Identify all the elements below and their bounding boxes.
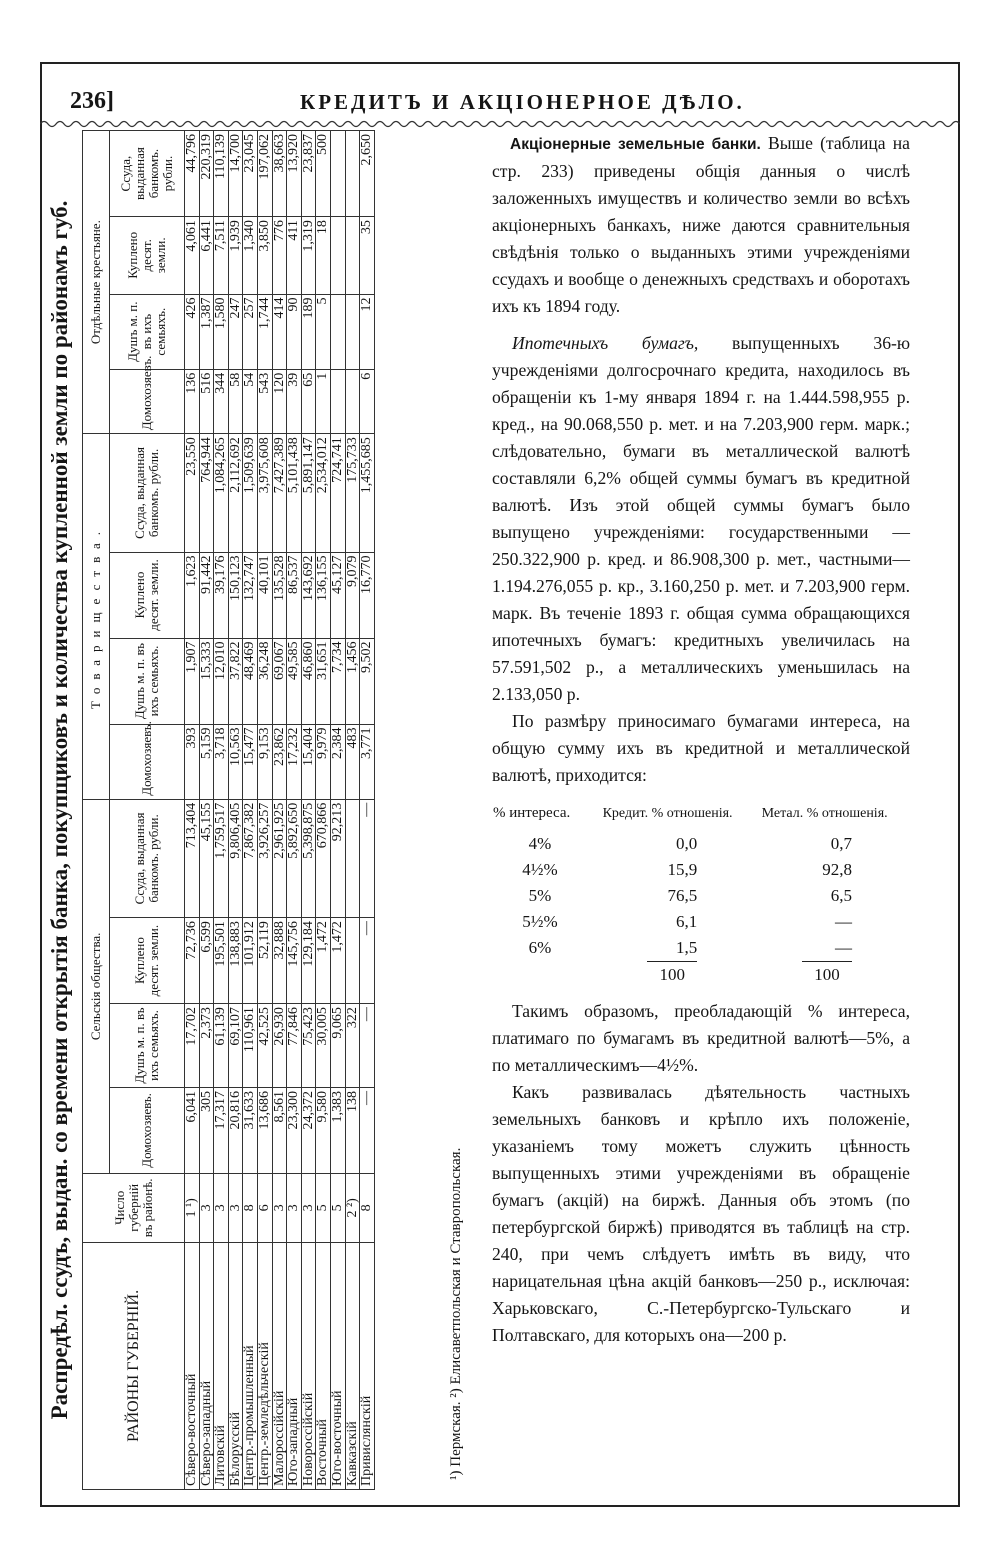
credit-share: 0,0	[676, 834, 698, 853]
interest-row	[492, 935, 902, 961]
table-cell: 20,816	[228, 1087, 243, 1173]
table-cell: 18	[316, 217, 331, 294]
region-name: Юго-западный	[287, 1242, 302, 1489]
credit-share: 15,9	[667, 860, 698, 879]
province-count: 3	[199, 1173, 214, 1242]
table-cell: 305	[199, 1087, 214, 1173]
table-cell: 15,333	[199, 638, 214, 724]
paragraph-mortgage-papers	[492, 330, 910, 708]
table-cell	[345, 131, 360, 217]
table-cell	[345, 369, 360, 434]
credit-share: 6,1	[676, 912, 698, 931]
paragraph-conclusion: Такимъ образомъ, преобладающій % интереса, платимаго по бумагамъ въ кредитной валютѣ—5%, а по металлическимъ—4½%.	[492, 1001, 910, 1075]
table-cell: 16,770	[360, 552, 375, 638]
table-cell: 35	[360, 217, 375, 294]
table-cell: 5,159	[199, 724, 214, 799]
province-count: 3	[287, 1173, 302, 1242]
province-count: 5	[330, 1173, 345, 1242]
table-cell: 17,317	[214, 1087, 229, 1173]
region-name: Юго-восточный	[330, 1242, 345, 1489]
region-header: РАЙОНЫ ГУБЕРНІЙ.	[83, 1242, 185, 1489]
table-cell: 6	[360, 369, 375, 434]
table-cell: 1	[316, 369, 331, 434]
table-cell: 101,912	[243, 918, 258, 1004]
metal-share: —	[835, 938, 852, 957]
table-cell: 6,441	[199, 217, 214, 294]
region-name: Новороссійскій	[301, 1242, 316, 1489]
province-count: 8	[243, 1173, 258, 1242]
table-cell: 9,153	[257, 724, 272, 799]
table-cell: 138	[345, 1087, 360, 1173]
province-count: 2 ²)	[345, 1173, 360, 1242]
table-cell: 247	[228, 294, 243, 369]
page-number: 236]	[70, 88, 114, 114]
table-cell: 129,184	[301, 918, 316, 1004]
table-cell: 195,501	[214, 918, 229, 1004]
table-cell: 52,119	[257, 918, 272, 1004]
table-cell: 61,139	[214, 1004, 229, 1088]
province-count: 6	[257, 1173, 272, 1242]
table-cell: 12	[360, 294, 375, 369]
sub-header: Ссуда, выданная банкомъ. рубли.	[110, 799, 185, 917]
interest-rate: 4½%	[522, 860, 558, 879]
table-row	[272, 131, 287, 1490]
table-cell: 30,005	[316, 1004, 331, 1088]
table-cell: 75,423	[301, 1004, 316, 1088]
sub-header: Душъ м. п. въ ихъ семьяхъ.	[110, 638, 185, 724]
table-cell: 132,747	[243, 552, 258, 638]
table-cell: 13,686	[257, 1087, 272, 1173]
table-row	[301, 131, 316, 1490]
count-header: Число губерній въ районѣ.	[83, 1173, 185, 1242]
page-header	[70, 88, 960, 118]
table-cell: 1,387	[199, 294, 214, 369]
table-cell: 120	[272, 369, 287, 434]
table-cell: 40,101	[257, 552, 272, 638]
group-header-communities: Сельскія общества.	[83, 799, 110, 1173]
table-cell: 5,101,438	[287, 434, 302, 552]
credit-header: Кредит. % отношенія.	[602, 806, 733, 821]
table-cell: 23,045	[243, 131, 258, 217]
credit-share: 76,5	[667, 886, 698, 905]
table-cell: 483	[345, 724, 360, 799]
table-cell: 54	[243, 369, 258, 434]
table-cell: 3,926,257	[257, 799, 272, 917]
paragraph-italic-lead: Ипотечныхъ бумагъ,	[512, 333, 699, 353]
region-name: Привислянскій	[360, 1242, 375, 1489]
table-cell: —	[360, 799, 375, 917]
table-cell: 90	[287, 294, 302, 369]
table-cell: 7,511	[214, 217, 229, 294]
interest-rate: 6%	[528, 938, 552, 957]
table-cell: 411	[287, 217, 302, 294]
table-cell: 58	[228, 369, 243, 434]
rotated-table-content	[40, 130, 488, 1490]
table-cell: 426	[185, 294, 200, 369]
table-cell: 322	[345, 1004, 360, 1088]
table-cell: 1,456	[345, 638, 360, 724]
distribution-table	[82, 130, 375, 1490]
table-cell: 5,398,875	[301, 799, 316, 917]
interest-table	[492, 805, 902, 988]
table-cell: 150,123	[228, 552, 243, 638]
table-cell: 1,744	[257, 294, 272, 369]
paragraph-interest-intro: По размѣру приносимаго бумагами интереса, на общую сумму ихъ въ кредитной и металлической валютѣ, приходится:	[492, 711, 910, 785]
table-cell	[345, 294, 360, 369]
frame-bottom-rule	[40, 1505, 960, 1507]
table-cell	[330, 294, 345, 369]
table-cell: 135,528	[272, 552, 287, 638]
total-value: 100	[802, 961, 852, 988]
table-row	[360, 131, 375, 1490]
sub-header: Домохозяевъ.	[110, 369, 185, 434]
table-cell: 2,373	[199, 1004, 214, 1088]
table-cell	[345, 217, 360, 294]
region-name: Литовскій	[214, 1242, 229, 1489]
table-cell: 9,580	[316, 1087, 331, 1173]
table-cell: 7,867,382	[243, 799, 258, 917]
province-count: 3	[228, 1173, 243, 1242]
table-cell: 24,372	[301, 1087, 316, 1173]
table-cell: 12,010	[214, 638, 229, 724]
table-cell: 9,502	[360, 638, 375, 724]
region-name: Сѣверо-восточный	[185, 1242, 200, 1489]
province-count: 3	[301, 1173, 316, 1242]
table-cell: 143,692	[301, 552, 316, 638]
table-row	[199, 131, 214, 1490]
sub-header: Домохозяевъ.	[110, 724, 185, 799]
table-cell: —	[360, 1087, 375, 1173]
table-cell: 393	[185, 724, 200, 799]
table-cell: 49,585	[287, 638, 302, 724]
table-row	[330, 131, 345, 1490]
table-cell: 3,850	[257, 217, 272, 294]
table-cell: 23,837	[301, 131, 316, 217]
table-cell: 1,319	[301, 217, 316, 294]
table-cell: 175,733	[345, 434, 360, 552]
sub-header: Ссуда, выданная банкомъ. рубли.	[110, 131, 185, 217]
interest-row	[492, 857, 902, 883]
table-cell: 38,663	[272, 131, 287, 217]
table-cell: 189	[301, 294, 316, 369]
table-cell: 7,734	[330, 638, 345, 724]
table-cell: 44,796	[185, 131, 200, 217]
table-cell: 86,537	[287, 552, 302, 638]
table-cell: 136	[185, 369, 200, 434]
table-cell: 9,065	[330, 1004, 345, 1088]
table-cell: 1,580	[214, 294, 229, 369]
interest-rate: 5%	[528, 886, 552, 905]
group-header-individuals: Отдѣльные крестьяне.	[83, 131, 110, 434]
province-count: 8	[360, 1173, 375, 1242]
table-cell: 36,248	[257, 638, 272, 724]
table-cell: 500	[316, 131, 331, 217]
table-cell: 32,888	[272, 918, 287, 1004]
wavy-rule	[40, 118, 960, 130]
table-cell: 9,079	[345, 552, 360, 638]
interest-rate: 4%	[528, 834, 552, 853]
table-cell: 45,127	[330, 552, 345, 638]
table-cell: 1,759,517	[214, 799, 229, 917]
table-cell: 17,702	[185, 1004, 200, 1088]
paragraph-body: выпущенныхъ 36-ю учрежденіями долгосрочнаго кредита, находилось въ обращеніи къ 1-му января 1894 г. на 1.444.598,955 р. кред., на 90.068,550 р. мет. и на 7.203,900 герм. марк.; слѣдовательно, бумаги въ металлической валютѣ составляли 6,2% общей суммы бумагъ въ кредитной валютѣ. Изъ этой общей суммы бумагъ было выпущено учрежденіями: государственными — 250.322,900 р. кред. и 86.908,300 р. мет., частными—1.194.276,055 р. кр., 3.160,250 р. мет. и 7.203,900 герм. марк. Въ теченіе 1893 г. общая сумма обращающихся ипотечныхъ бумагъ: кредитныхъ увеличилась на 57.591,502 р., а металлическихъ уменьшилась на 2.133,050 р.	[492, 333, 910, 704]
table-cell: 31,633	[243, 1087, 258, 1173]
table-cell: 724,741	[330, 434, 345, 552]
group-header-partnerships: Товарищества.	[83, 434, 110, 800]
table-cell: 3,975,608	[257, 434, 272, 552]
table-cell: 1,472	[316, 918, 331, 1004]
text-column	[492, 130, 910, 1349]
total-value: 100	[647, 961, 697, 988]
rotated-table-block	[40, 130, 488, 1490]
paragraph-body: Выше (таблица на стр. 233) приведены общія данныя о числѣ заложенныхъ имуществъ и количество земли во всѣхъ акціонерныхъ банкахъ, ниже даются сравнительныя свѣдѣнія только о выданныхъ этими учрежденіями ссудахъ и вообще о денежныхъ средствахъ и оборотахъ ихъ къ 1894 году.	[492, 133, 910, 316]
table-cell: 145,756	[287, 918, 302, 1004]
table-cell: —	[360, 918, 375, 1004]
metal-share: —	[835, 912, 852, 931]
table-cell: 46,860	[301, 638, 316, 724]
table-cell: 543	[257, 369, 272, 434]
table-cell: 42,525	[257, 1004, 272, 1088]
table-cell: 3,771	[360, 724, 375, 799]
table-cell: 69,107	[228, 1004, 243, 1088]
paragraph-joint-stock-banks	[492, 130, 910, 320]
sub-header: Куплено десят. земли.	[110, 918, 185, 1004]
table-cell: 257	[243, 294, 258, 369]
table-row	[243, 131, 258, 1490]
table-cell: 344	[214, 369, 229, 434]
table-cell: 9,979	[316, 724, 331, 799]
table-cell: 91,442	[199, 552, 214, 638]
table-cell: 26,930	[272, 1004, 287, 1088]
region-name: Восточный	[316, 1242, 331, 1489]
table-cell: 414	[272, 294, 287, 369]
table-cell: 31,651	[316, 638, 331, 724]
table-cell: 1,383	[330, 1087, 345, 1173]
table-cell: 136,155	[316, 552, 331, 638]
table-row	[345, 131, 360, 1490]
table-row	[214, 131, 229, 1490]
table-cell	[330, 369, 345, 434]
table-cell: 2,961,925	[272, 799, 287, 917]
frame-right-rule	[958, 62, 960, 1507]
table-cell: 1,340	[243, 217, 258, 294]
table-cell: 5,891,147	[301, 434, 316, 552]
table-cell: 516	[199, 369, 214, 434]
metal-share: 0,7	[830, 834, 852, 853]
table-cell: 197,062	[257, 131, 272, 217]
interest-total-row	[492, 961, 902, 988]
metal-header: Метал. % отношенія.	[761, 806, 888, 821]
sub-header: Куплено десят. земли.	[110, 217, 185, 294]
region-name: Кавказскій	[345, 1242, 360, 1489]
table-cell: 10,563	[228, 724, 243, 799]
table-cell: 1,939	[228, 217, 243, 294]
metal-share: 6,5	[830, 886, 852, 905]
table-caption: Распредѣл. ссудъ, выдан. со времени открытія банка, покупщиковъ и количества купленной земли по районамъ губ.	[47, 200, 72, 1420]
table-cell: 1,907	[185, 638, 200, 724]
table-cell: 2,112,692	[228, 434, 243, 552]
region-name: Малороссійскій	[272, 1242, 287, 1489]
table-cell: 65	[301, 369, 316, 434]
table-cell: 2,384	[330, 724, 345, 799]
table-cell: 37,822	[228, 638, 243, 724]
table-cell: 3,718	[214, 724, 229, 799]
province-count: 3	[272, 1173, 287, 1242]
table-cell: 138,883	[228, 918, 243, 1004]
table-cell: 13,920	[287, 131, 302, 217]
table-cell: 6,041	[185, 1087, 200, 1173]
table-cell: 220,319	[199, 131, 214, 217]
table-cell	[330, 131, 345, 217]
table-cell: 23,550	[185, 434, 200, 552]
province-count: 5	[316, 1173, 331, 1242]
table-cell: 110,961	[243, 1004, 258, 1088]
table-cell: 15,404	[301, 724, 316, 799]
table-cell	[330, 217, 345, 294]
credit-share: 1,5	[676, 938, 698, 957]
interest-row	[492, 909, 902, 935]
table-cell: 1,623	[185, 552, 200, 638]
province-count: 3	[214, 1173, 229, 1242]
metal-share: 92,8	[822, 860, 852, 879]
table-cell: 1,455,685	[360, 434, 375, 552]
paragraph-stock-value: Какъ развивалась дѣятельность частныхъ земельныхъ банковъ и крѣпло ихъ положеніе, указаніемъ тому можетъ служить цѣнность выпущенныхъ этими учрежденіями въ обращеніе бумагъ (акцій) на биржѣ. Данныя объ этомъ (по петербургской биржѣ) приводятся въ таблицѣ на стр. 240, при чемъ слѣдуетъ имѣть въ виду, что нарицательная цѣна акцій банковъ—250 р., исключая: Харьковскаго, С.-Петербургско-Тульскаго и Полтавскаго, для которыхъ она—200 р.	[492, 1082, 910, 1345]
sub-header: Ссуда, выданная банкомъ. рубли.	[110, 434, 185, 552]
province-count: 1 ¹)	[185, 1173, 200, 1242]
table-cell: 48,469	[243, 638, 258, 724]
table-footnote: ¹) Пермская. ²) Елисаветпольская и Ставропольская.	[448, 1147, 464, 1480]
table-row	[228, 131, 243, 1490]
table-cell: 72,736	[185, 918, 200, 1004]
table-cell: 5,892,650	[287, 799, 302, 917]
table-cell: 69,067	[272, 638, 287, 724]
table-cell: 39	[287, 369, 302, 434]
region-name: Бѣлорусскій	[228, 1242, 243, 1489]
table-cell: 17,232	[287, 724, 302, 799]
table-cell: 5	[316, 294, 331, 369]
sub-header: Домохозяевъ.	[110, 1087, 185, 1173]
table-cell: 670,866	[316, 799, 331, 917]
table-row	[287, 131, 302, 1490]
interest-row	[492, 831, 902, 857]
sub-header: Душъ м. п. въ ихъ семьяхъ.	[110, 294, 185, 369]
interest-rate: 5½%	[522, 912, 558, 931]
table-cell: 1,472	[330, 918, 345, 1004]
table-cell: 14,700	[228, 131, 243, 217]
table-cell	[345, 799, 360, 917]
table-cell: 15,477	[243, 724, 258, 799]
table-cell: 77,846	[287, 1004, 302, 1088]
interest-row	[492, 883, 902, 909]
table-cell: 764,944	[199, 434, 214, 552]
sub-header: Душъ м. п. въ ихъ семьяхъ.	[110, 1004, 185, 1088]
table-cell: 713,404	[185, 799, 200, 917]
interest-header: % интереса.	[493, 805, 571, 821]
table-cell: 8,561	[272, 1087, 287, 1173]
region-name: Центр.-земледѣльческій	[257, 1242, 272, 1489]
table-cell: 776	[272, 217, 287, 294]
table-cell: 2,650	[360, 131, 375, 217]
sub-header: Куплено десят. земли.	[110, 552, 185, 638]
paragraph-lead: Акціонерные земельные банки.	[510, 136, 761, 153]
region-name: Сѣверо-западный	[199, 1242, 214, 1489]
table-cell: 92,213	[330, 799, 345, 917]
table-cell	[345, 918, 360, 1004]
table-cell: 1,509,639	[243, 434, 258, 552]
table-cell: 1,084,265	[214, 434, 229, 552]
table-cell: 7,427,389	[272, 434, 287, 552]
frame-top-rule	[40, 62, 960, 64]
table-cell: 2,534,012	[316, 434, 331, 552]
table-cell: 6,599	[199, 918, 214, 1004]
table-cell: 39,176	[214, 552, 229, 638]
region-name: Центр.-промышленный	[243, 1242, 258, 1489]
table-cell: 23,862	[272, 724, 287, 799]
table-row	[316, 131, 331, 1490]
table-cell: 110,139	[214, 131, 229, 217]
running-title: КРЕДИТЪ И АКЦІОНЕРНОЕ ДѢЛО.	[300, 90, 745, 114]
table-row	[185, 131, 200, 1490]
table-cell: 4,061	[185, 217, 200, 294]
table-cell: —	[360, 1004, 375, 1088]
table-cell: 9,806,405	[228, 799, 243, 917]
table-row	[257, 131, 272, 1490]
table-cell: 23,300	[287, 1087, 302, 1173]
table-cell: 45,155	[199, 799, 214, 917]
